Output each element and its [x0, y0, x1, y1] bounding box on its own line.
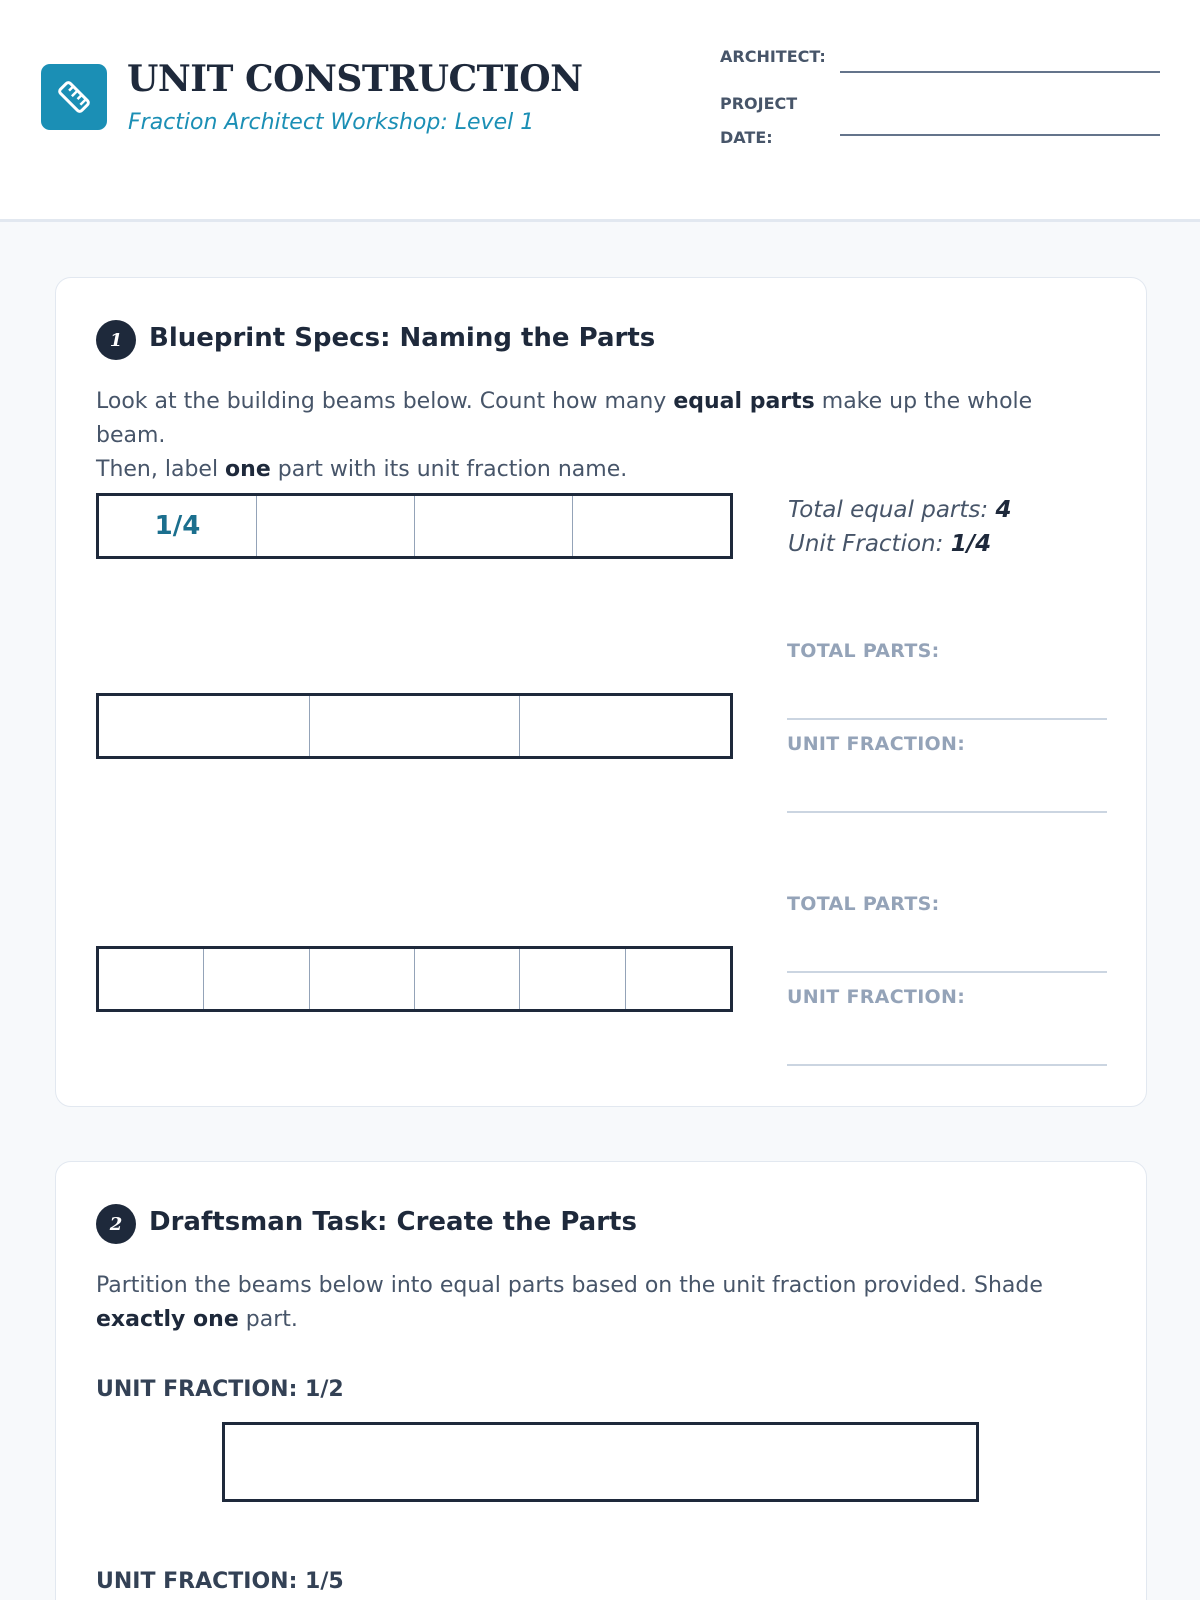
- date-label: DATE:: [720, 128, 773, 147]
- instr-text: Look at the building beams below. Count how many: [96, 389, 674, 414]
- instr-emphasis: equal parts: [673, 389, 815, 414]
- instr-text: part.: [238, 1307, 298, 1332]
- instr-text: Then, label: [96, 457, 226, 482]
- beam-part[interactable]: [520, 949, 625, 1009]
- unit-fraction-answer-line[interactable]: [787, 811, 1107, 813]
- unit-fraction-label: UNIT FRACTION:: [787, 986, 966, 1008]
- section-2-instructions: [96, 1269, 1096, 1337]
- step-number-badge: 2: [96, 1204, 136, 1244]
- beam-6-parts: [96, 946, 733, 1012]
- instr-emphasis: exactly one: [96, 1307, 239, 1332]
- instr-text: Partition the beams below into equal parts based on the unit fraction provided. Shade: [96, 1273, 1043, 1298]
- unit-fraction-text: Unit Fraction:: [788, 531, 951, 557]
- beam-part[interactable]: [520, 696, 730, 756]
- ruler-logo: [41, 64, 107, 130]
- project-label: PROJECT: [720, 94, 798, 113]
- instr-text: make up the whole beam.: [96, 389, 1033, 448]
- beam-part: 1/4: [99, 496, 257, 556]
- unit-fraction-task-label: UNIT FRACTION: 1/5: [96, 1569, 344, 1594]
- worksheet-header: [0, 0, 1200, 222]
- unit-fraction-task-label: UNIT FRACTION: 1/2: [96, 1377, 344, 1402]
- beam-part[interactable]: [415, 949, 520, 1009]
- page-title: UNIT CONSTRUCTION: [127, 58, 583, 100]
- ruler-icon: [54, 77, 94, 117]
- beam-part[interactable]: [310, 949, 415, 1009]
- architect-field[interactable]: [840, 71, 1160, 73]
- project-date-field[interactable]: [840, 134, 1160, 136]
- total-parts-label: TOTAL PARTS:: [787, 640, 940, 662]
- example-answer: [788, 493, 1011, 561]
- instr-emphasis: one: [225, 457, 271, 482]
- beam-part[interactable]: [99, 696, 310, 756]
- beam-3-parts: [96, 693, 733, 759]
- unit-fraction-answer-line[interactable]: [787, 1064, 1107, 1066]
- section-2-card: [55, 1161, 1147, 1600]
- total-parts-text: Total equal parts:: [788, 497, 996, 523]
- blank-beam[interactable]: [222, 1422, 979, 1502]
- section-1-title: Blueprint Specs: Naming the Parts: [149, 323, 656, 353]
- total-parts-answer-line[interactable]: [787, 718, 1107, 720]
- step-number-badge: 1: [96, 320, 136, 360]
- architect-label: ARCHITECT:: [720, 47, 826, 66]
- instr-text: part with its unit fraction name.: [270, 457, 628, 482]
- beam-part: [573, 496, 730, 556]
- total-parts-label: TOTAL PARTS:: [787, 893, 940, 915]
- page-subtitle: Fraction Architect Workshop: Level 1: [128, 110, 535, 135]
- beam-part[interactable]: [626, 949, 730, 1009]
- section-2-title: Draftsman Task: Create the Parts: [149, 1207, 637, 1237]
- unit-fraction-label: UNIT FRACTION:: [787, 733, 966, 755]
- beam-part: [415, 496, 573, 556]
- section-1-instructions: [96, 385, 1096, 487]
- example-beam: [96, 493, 733, 559]
- total-parts-value: 4: [995, 497, 1012, 523]
- beam-part[interactable]: [204, 949, 309, 1009]
- section-1-card: [55, 277, 1147, 1107]
- unit-fraction-value: 1/4: [950, 531, 992, 557]
- beam-part: [257, 496, 415, 556]
- beam-part[interactable]: [99, 949, 204, 1009]
- beam-part[interactable]: [310, 696, 521, 756]
- total-parts-answer-line[interactable]: [787, 971, 1107, 973]
